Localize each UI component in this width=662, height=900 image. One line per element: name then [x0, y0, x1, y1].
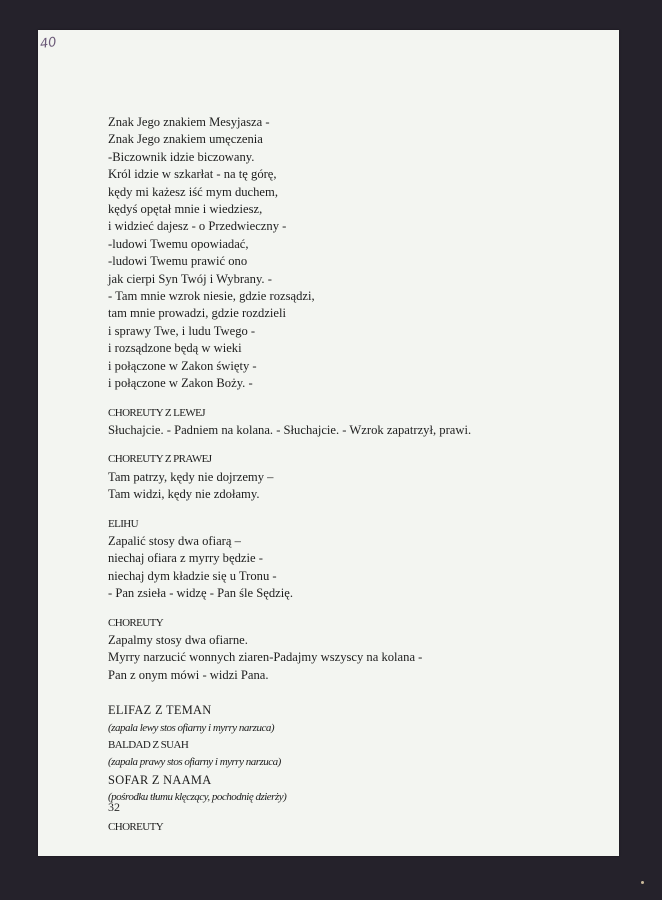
verse-line: i połączone w Zakon święty - — [108, 358, 257, 373]
stage-direction: (zapala prawy stos ofiarny i myrry narzuca) — [108, 756, 281, 769]
dialogue-line: Zapalić stosy dwa ofiarą – — [108, 533, 241, 548]
verse-line: -ludowi Twemu opowiadać, — [108, 236, 249, 251]
verse-line: Znak Jego znakiem umęczenia — [108, 132, 263, 147]
elihu-block — [108, 516, 608, 603]
speaker-heading: CHOREUTY Z PRAWEJ — [108, 453, 212, 466]
page-number: 32 — [108, 800, 120, 814]
choreuty-final-block — [108, 819, 608, 836]
cast-block — [108, 702, 608, 806]
dialogue-line: niechaj dym kładzie się u Tronu - — [108, 568, 277, 583]
dialogue-line: Tam widzi, kędy nie zdołamy. — [108, 487, 260, 502]
dialogue-line: Pan z onym mówi - widzi Pana. — [108, 667, 269, 682]
speaker-heading: BALDAD Z SUAH — [108, 739, 189, 751]
stage-direction: (zapala lewy stos ofiarny i myrry narzuca) — [108, 721, 274, 734]
verse-line: Znak Jego znakiem Mesyjasza - — [108, 115, 270, 129]
verse-line: i widzieć dajesz - o Przedwieczny - — [108, 219, 287, 234]
paper-speck — [641, 881, 644, 884]
verse-line: jak cierpi Syn Twój i Wybrany. - — [108, 271, 272, 286]
choreuty-left-block — [108, 405, 608, 440]
handwritten-folio-number: 40 — [39, 34, 58, 53]
verse-line: kędy mi każesz iść mym duchem, — [108, 184, 278, 199]
verse-line: kędyś opętał mnie i wiedziesz, — [108, 202, 263, 217]
page-text — [108, 114, 608, 848]
choreuty-right-block — [108, 451, 608, 503]
verse-line: i połączone w Zakon Boży. - — [108, 376, 253, 391]
speaker-heading: ELIFAZ Z TEMAN — [108, 703, 212, 718]
verse-line: - Tam mnie wzrok niesie, gdzie rozsądzi, — [108, 289, 315, 304]
speaker-heading: CHOREUTY — [108, 616, 164, 629]
verse-line: i rozsądzone będą w wieki — [108, 341, 242, 356]
verse-line: i sprawy Twe, i ludu Twego - — [108, 323, 256, 338]
speaker-heading: ELIHU — [108, 517, 138, 530]
verse-line: -Biczownik idzie biczowany. — [108, 149, 255, 164]
verse-line: Król idzie w szkarłat - na tę górę, — [108, 167, 277, 182]
dialogue-line: Myrry narzucić wonnych ziaren-Padajmy wszyscy na kolana - — [108, 650, 423, 665]
speaker-heading: SOFAR Z NAAMA — [108, 772, 212, 787]
choreuty-block — [108, 615, 608, 685]
verse-line: -ludowi Twemu prawić ono — [108, 254, 248, 269]
dialogue-line: Zapalmy stosy dwa ofiarne. — [108, 632, 248, 647]
dialogue-line: Słuchajcie. - Padniem na kolana. - Słuchajcie. - Wzrok zapatrzył, prawi. — [108, 422, 472, 437]
dialogue-line: niechaj ofiara z myrry będzie - — [108, 551, 263, 566]
speaker-heading: CHOREUTY — [108, 820, 164, 833]
speaker-heading: CHOREUTY Z LEWEJ — [108, 406, 205, 419]
dialogue-line: - Pan zsieła - widzę - Pan śle Sędzię. — [108, 586, 293, 601]
verse-line: tam mnie prowadzi, gdzie rozdzieli — [108, 306, 286, 321]
stage-direction: (pośrodku tłumu klęczący, pochodnię dzierży) — [108, 791, 287, 804]
dialogue-line: Tam patrzy, kędy nie dojrzemy – — [108, 469, 274, 484]
verse-block — [108, 114, 608, 393]
